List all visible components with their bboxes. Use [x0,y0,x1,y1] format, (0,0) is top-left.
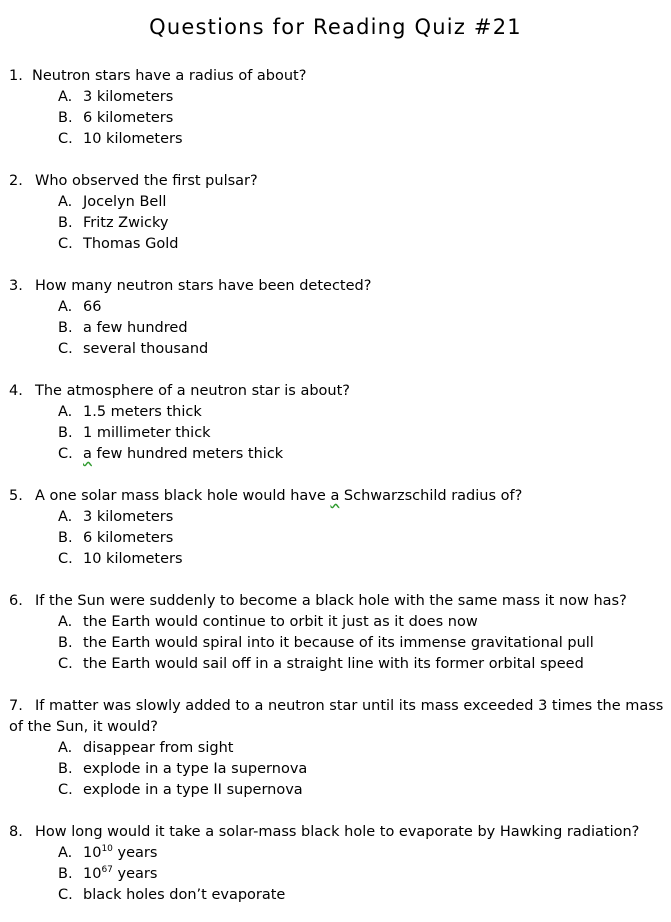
choice-letter: A. [58,845,73,861]
choice-letter: C. [58,782,73,798]
question-text-line-2: of the Sun, it would? [9,719,158,735]
question-text: The atmosphere of a neutron star is about? [35,383,350,399]
choice-text: 6 kilometers [83,110,174,126]
question-text: How long would it take a solar-mass black hole to evaporate by Hawking radiation? [35,824,640,840]
question-1 [0,66,671,150]
choice-c [0,780,671,801]
choice-text [83,843,157,864]
choice-letter: B. [58,530,73,546]
choice-c [0,549,671,570]
question-text [35,486,522,507]
choice-text: explode in a type Ia supernova [83,761,308,777]
question-stem [0,381,671,402]
choice-b [0,864,671,885]
question-stem [0,66,671,87]
spellcheck-marked-word: a [330,488,340,504]
question-8 [0,822,671,906]
spellcheck-marked-word: a [83,446,92,462]
choice-text: disappear from sight [83,740,234,756]
question-number: 1. [9,68,23,84]
choice-text: explode in a type II supernova [83,782,303,798]
unit-label: years [112,845,158,861]
choice-b [0,213,671,234]
question-4 [0,381,671,465]
choice-b [0,108,671,129]
choice-a [0,612,671,633]
question-number: 5. [9,488,23,504]
power-exponent: 67 [101,865,113,875]
choice-b [0,423,671,444]
choice-text [83,444,283,465]
choice-letter: C. [58,236,73,252]
choice-letter: B. [58,425,73,441]
choice-c [0,234,671,255]
choice-b [0,633,671,654]
choice-letter: C. [58,341,73,357]
unit-label: years [112,866,158,882]
question-text: If matter was slowly added to a neutron star until its mass exceeded 3 times the mass [35,698,664,714]
choice-a [0,507,671,528]
choice-letter: B. [58,866,73,882]
question-number: 4. [9,383,23,399]
question-number: 7. [9,698,23,714]
question-stem [0,276,671,297]
choice-letter: A. [58,614,73,630]
power-base: 10 [83,845,102,861]
question-number: 8. [9,824,23,840]
choice-text: 10 kilometers [83,551,183,567]
page-title: Questions for Reading Quiz #21 [149,15,522,39]
question-number: 3. [9,278,23,294]
choice-c [0,339,671,360]
choice-text: 1.5 meters thick [83,404,202,420]
choice-c [0,129,671,150]
choice-letter: B. [58,761,73,777]
choice-a [0,738,671,759]
choice-text: Jocelyn Bell [83,194,167,210]
choice-letter: B. [58,635,73,651]
question-5 [0,486,671,570]
choice-letter: C. [58,656,73,672]
choice-letter: A. [58,299,73,315]
question-stem [0,822,671,843]
choice-letter: A. [58,509,73,525]
choice-letter: B. [58,320,73,336]
choice-text: the Earth would continue to orbit it just as it does now [83,614,478,630]
choice-a [0,192,671,213]
choice-letter: C. [58,131,73,147]
choice-text [83,864,157,885]
choice-b [0,528,671,549]
question-stem [0,591,671,612]
question-text: If the Sun were suddenly to become a black hole with the same mass it now has? [35,593,627,609]
choice-a [0,402,671,423]
question-text: Neutron stars have a radius of about? [32,68,307,84]
choice-b [0,318,671,339]
question-stem [0,171,671,192]
choice-text: the Earth would sail off in a straight line with its former orbital speed [83,656,584,672]
question-6 [0,591,671,675]
choice-letter: B. [58,110,73,126]
choice-text: 1 millimeter thick [83,425,211,441]
choice-text: 3 kilometers [83,89,174,105]
question-3 [0,276,671,360]
choice-letter: A. [58,194,73,210]
choice-a [0,297,671,318]
question-text: Who observed the first pulsar? [35,173,258,189]
choice-c [0,444,671,465]
choice-letter: C. [58,446,73,462]
question-number: 6. [9,593,23,609]
question-number: 2. [9,173,23,189]
choice-text-rest: few hundred meters thick [91,446,284,462]
choice-letter: B. [58,215,73,231]
choice-text: 10 kilometers [83,131,183,147]
question-text: How many neutron stars have been detected? [35,278,372,294]
choice-letter: C. [58,887,73,903]
choice-a [0,87,671,108]
choice-text: Thomas Gold [83,236,179,252]
choice-c [0,885,671,906]
choice-letter: A. [58,404,73,420]
question-stem [0,696,671,717]
choice-a [0,843,671,864]
choice-text: 6 kilometers [83,530,174,546]
choice-text: a few hundred [83,320,188,336]
choice-text: Fritz Zwicky [83,215,169,231]
choice-b [0,759,671,780]
question-text-end: Schwarzschild radius of? [339,488,523,504]
choice-c [0,654,671,675]
question-7 [0,696,671,801]
choice-letter: A. [58,740,73,756]
choice-text: black holes don’t evaporate [83,887,286,903]
question-2 [0,171,671,255]
choice-text: 66 [83,299,102,315]
choice-text: several thousand [83,341,209,357]
question-stem-continuation [0,717,671,738]
choice-text: 3 kilometers [83,509,174,525]
question-stem [0,486,671,507]
power-base: 10 [83,866,102,882]
choice-letter: C. [58,551,73,567]
choice-letter: A. [58,89,73,105]
choice-text: the Earth would spiral into it because of its immense gravitational pull [83,635,594,651]
power-exponent: 10 [101,844,113,854]
question-text-start: A one solar mass black hole would have [35,488,331,504]
